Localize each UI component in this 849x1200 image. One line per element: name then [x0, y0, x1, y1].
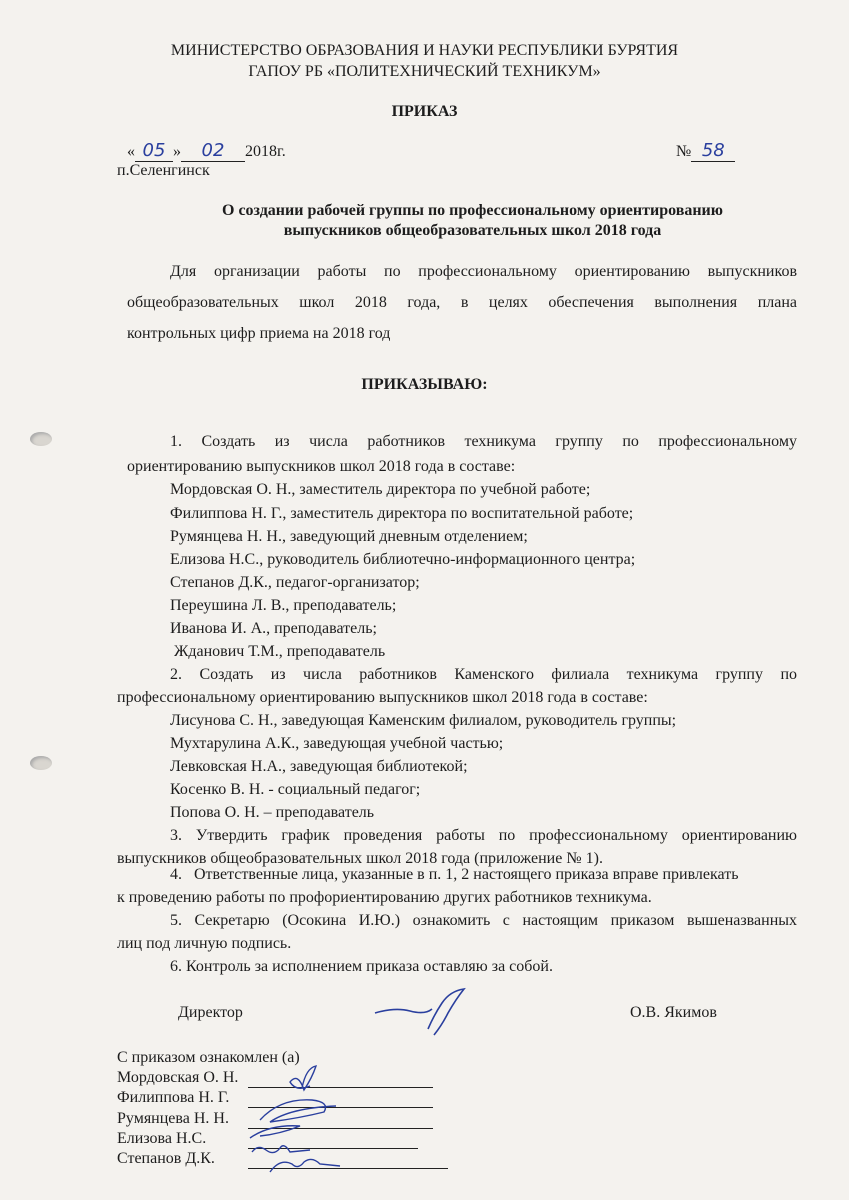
- punch-hole-top: [30, 432, 52, 446]
- ack-name: Румянцева Н. Н.: [117, 1110, 229, 1127]
- group2-member: Левковская Н.А., заведующая библиотекой;: [170, 758, 468, 775]
- item-6: 6. Контроль за исполнением приказа оставляю за собой.: [170, 958, 553, 975]
- group1-member: Мордовская О. Н., заместитель директора по учебной работе;: [170, 481, 591, 498]
- order-heading: ПРИКАЗ: [391, 103, 458, 120]
- order-number: [676, 140, 735, 162]
- group2-member: Попова О. Н. – преподаватель: [170, 804, 375, 821]
- item-1-line-1: 1. Создать из числа работников техникума группу по профессиональному: [170, 433, 797, 450]
- director-signature: [370, 985, 480, 1040]
- punch-hole-bottom: [30, 756, 52, 770]
- order-word: ПРИКАЗЫВАЮ:: [361, 376, 488, 393]
- signature-position: Директор: [178, 1004, 243, 1021]
- ack-signatures: [240, 1060, 360, 1180]
- institution-header: ГАПОУ РБ «ПОЛИТЕХНИЧЕСКИЙ ТЕХНИКУМ»: [248, 63, 601, 80]
- date-open-quote: «: [127, 143, 135, 160]
- date-close-quote: »: [173, 143, 181, 160]
- item-2-line-2: профессиональному ориентированию выпускников школ 2018 года в составе:: [117, 689, 648, 706]
- preamble-line-3: контрольных цифр приема на 2018 год: [127, 325, 391, 342]
- group2-member: Косенко В. Н. - социальный педагог;: [170, 781, 421, 798]
- item-4-line-2: к проведению работы по профориентированию других работников техникума.: [117, 889, 652, 906]
- group1-member: Переушина Л. В., преподаватель;: [170, 597, 397, 614]
- item-2-line-1: 2. Создать из числа работников Каменского филиала техникума группу по: [170, 666, 797, 683]
- date-year: 2018г.: [245, 143, 286, 160]
- ack-name: Елизова Н.С.: [117, 1130, 207, 1147]
- order-date: [127, 140, 286, 162]
- group1-member: Румянцева Н. Н., заведующий дневным отделением;: [170, 528, 528, 545]
- item-4-line-1: 4. Ответственные лица, указанные в п. 1, 2 настоящего приказа вправе привлекать: [170, 866, 739, 883]
- ack-heading: С приказом ознакомлен (а): [117, 1049, 300, 1066]
- number-label: №: [676, 143, 692, 160]
- group2-member: Мухтарулина А.К., заведующая учебной частью;: [170, 735, 504, 752]
- item-3-line-1: 3. Утвердить график проведения работы по профессиональному ориентированию: [170, 827, 797, 844]
- ack-name: Филиппова Н. Г.: [117, 1089, 230, 1106]
- item-5-line-1: 5. Секретарю (Осокина И.Ю.) ознакомить с настоящим приказом вышеназванных: [170, 912, 797, 929]
- number-value: 58: [691, 140, 735, 162]
- order-place: п.Селенгинск: [117, 162, 210, 179]
- item-1-line-2: ориентированию выпускников школ 2018 года в составе:: [127, 458, 516, 475]
- group2-member: Лисунова С. Н., заведующая Каменским филиалом, руководитель группы;: [170, 712, 677, 729]
- signature-name: О.В. Якимов: [630, 1004, 717, 1021]
- preamble-line-2: общеобразовательных школ 2018 года, в целях обеспечения выполнения плана: [127, 294, 797, 311]
- group1-member: Иванова И. А., преподаватель;: [170, 620, 377, 637]
- date-day: 05: [135, 140, 173, 162]
- date-month: 02: [181, 140, 245, 162]
- group1-member: Жданович Т.М., преподаватель: [170, 643, 386, 660]
- item-3-line-2: выпускников общеобразовательных школ 2018 года (приложение № 1).: [117, 850, 603, 867]
- group1-member: Филиппова Н. Г., заместитель директора по воспитательной работе;: [170, 505, 634, 522]
- item-5-line-2: лиц под личную подпись.: [117, 935, 292, 952]
- subject-line-2: выпускников общеобразовательных школ 2018 года: [283, 222, 662, 239]
- ack-name: Степанов Д.К.: [117, 1150, 215, 1167]
- ack-name: Мордовская О. Н.: [117, 1069, 239, 1086]
- group1-member: Елизова Н.С., руководитель библиотечно-информационного центра;: [170, 551, 636, 568]
- group1-member: Степанов Д.К., педагог-организатор;: [170, 574, 420, 591]
- preamble-line-1: Для организации работы по профессиональному ориентированию выпускников: [170, 263, 797, 280]
- ministry-header: МИНИСТЕРСТВО ОБРАЗОВАНИЯ И НАУКИ РЕСПУБЛИКИ БУРЯТИЯ: [170, 42, 679, 59]
- subject-line-1: О создании рабочей группы по профессиональному ориентированию: [222, 202, 723, 219]
